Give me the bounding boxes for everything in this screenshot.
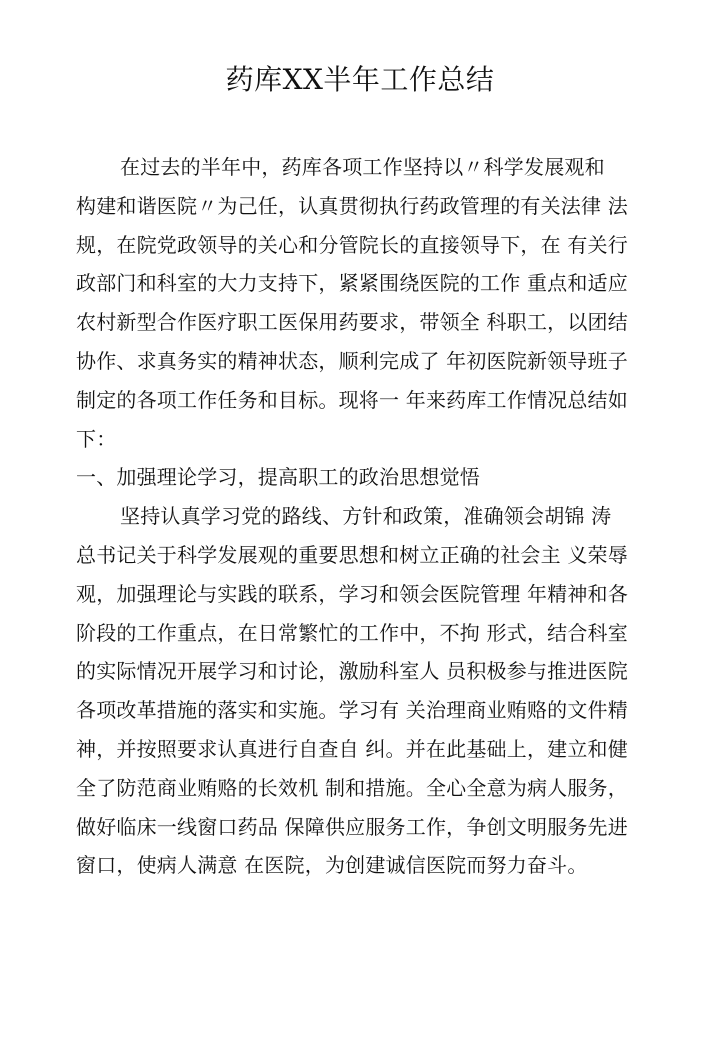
document-title: 药库XX半年工作总结: [225, 63, 495, 96]
paragraph-line: 全了防范商业贿赂的长效机 制和措施。全心全意为病人服务，: [76, 775, 628, 800]
paragraph-line: 农村新型合作医疗职工医保用药要求，带领全 科职工，以团结: [76, 310, 628, 335]
paragraph-line: 做好临床一线窗口药品 保障供应服务工作，争创文明服务先进: [76, 814, 628, 839]
paragraph-line: 窗口，使病人满意 在医院，为创建诚信医院而努力奋斗。: [76, 853, 588, 878]
paragraph-line: 政部门和科室的大力支持下，紧紧围绕医院的工作 重点和适应: [76, 271, 628, 296]
paragraph-line: 各项改革措施的落实和实施。学习有 关治理商业贿赂的文件精: [76, 698, 628, 723]
paragraph-line: 制定的各项工作任务和目标。现将一 年来药库工作情况总结如: [76, 387, 628, 412]
paragraph-line: 规，在院党政领导的关心和分管院长的直接领导下，在 有关行: [76, 232, 628, 257]
paragraph-line: 神，并按照要求认真进行自查自 纠。并在此基础上，建立和健: [76, 736, 628, 761]
section-heading: 一、加强理论学习，提高职工的政治思想觉悟: [76, 465, 480, 490]
paragraph-line: 在过去的半年中，药库各项工作坚持以〃科学发展观和: [120, 155, 605, 179]
paragraph-line: 的实际情况开展学习和讨论，激励科室人 员积极参与推进医院: [76, 659, 628, 684]
paragraph-line: 坚持认真学习党的路线、方针和政策，准确领会胡锦 涛: [120, 504, 612, 529]
paragraph-line: 观，加强理论与实践的联系，学习和领会医院管理 年精神和各: [76, 581, 628, 606]
paragraph-line: 协作、求真务实的精神状态，顺利完成了 年初医院新领导班子: [76, 348, 628, 373]
paragraph-line: 总书记关于科学发展观的重要思想和树立正确的社会主 义荣辱: [76, 542, 628, 567]
paragraph-line: 下：: [76, 426, 117, 451]
paragraph-line: 构建和谐医院〃为己任，认真贯彻执行药政管理的有关法律 法: [76, 193, 628, 218]
document-body: [76, 148, 656, 885]
paragraph-line: 阶段的工作重点，在日常繁忙的工作中，不拘 形式，结合科室: [76, 620, 628, 645]
